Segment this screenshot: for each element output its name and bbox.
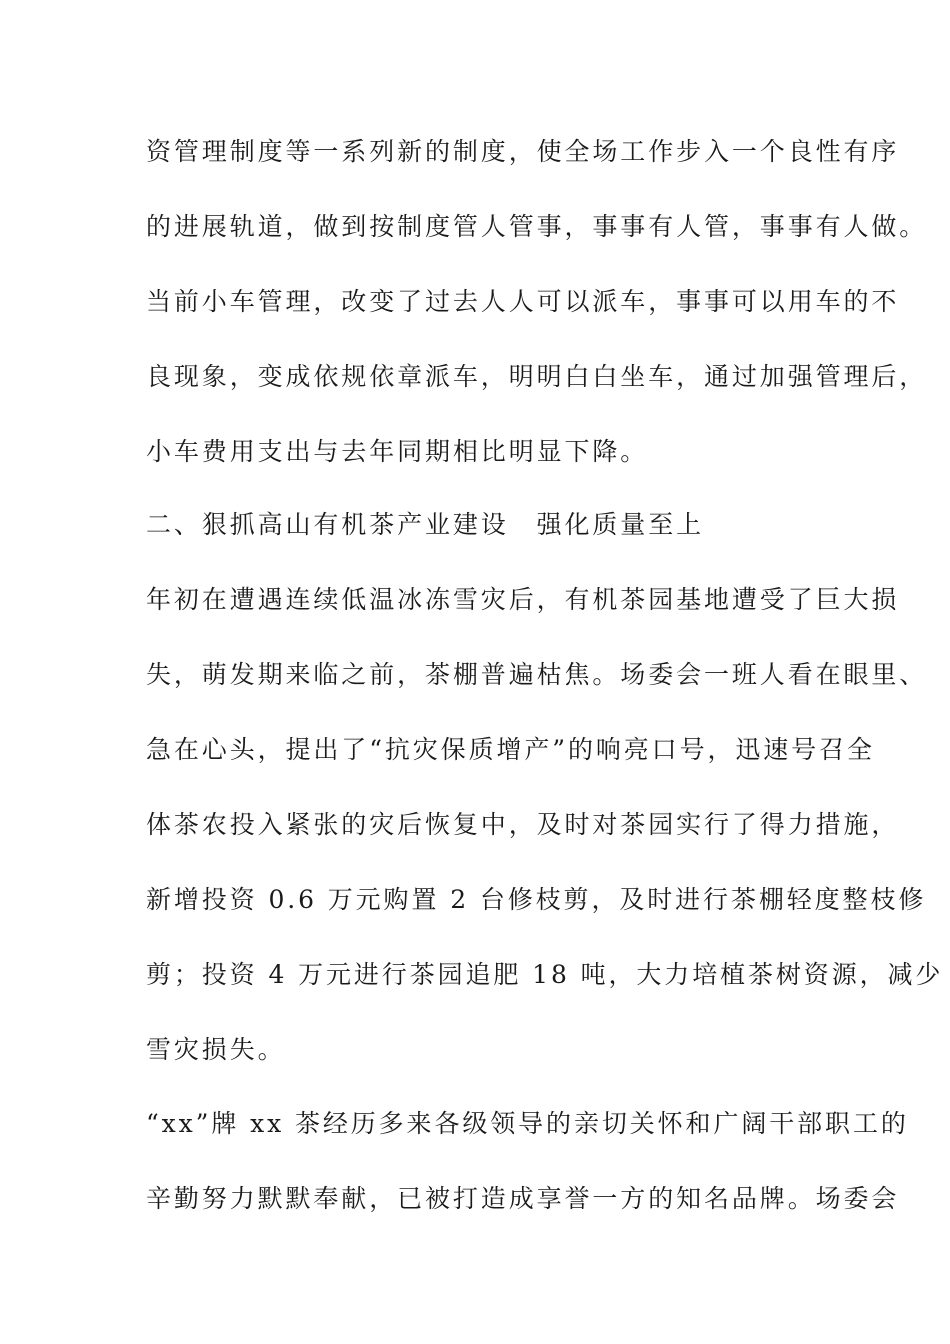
paragraph-line: 新增投资 0.6 万元购置 2 台修枝剪，及时进行茶棚轻度整枝修	[146, 885, 927, 914]
paragraph-line: 资管理制度等一系列新的制度，使全场工作步入一个良性有序	[146, 137, 900, 166]
paragraph-line: “xx”牌 xx 茶经历多来各级领导的亲切关怀和广阔干部职工的	[146, 1109, 909, 1138]
paragraph-line: 年初在遭遇连续低温冰冻雪灾后，有机茶园基地遭受了巨大损	[146, 585, 900, 614]
paragraph-line: 当前小车管理，改变了过去人人可以派车，事事可以用车的不	[146, 287, 900, 316]
paragraph-line: 小车费用支出与去年同期相比明显下降。	[146, 437, 649, 466]
paragraph-line: 急在心头，提出了“抗灾保质增产”的响亮口号，迅速号召全	[146, 735, 875, 764]
paragraph-line: 辛勤努力默默奉献，已被打造成享誉一方的知名品牌。场委会	[146, 1184, 900, 1213]
section-heading: 二、狠抓高山有机茶产业建设 强化质量至上	[146, 510, 705, 539]
paragraph-line: 失，萌发期来临之前，茶棚普遍枯焦。场委会一班人看在眼里、	[146, 660, 928, 689]
paragraph-line: 良现象，变成依规依章派车，明明白白坐车，通过加强管理后，	[146, 362, 928, 391]
paragraph-line: 体茶农投入紧张的灾后恢复中，及时对茶园实行了得力措施，	[146, 810, 900, 839]
paragraph-line: 雪灾损失。	[146, 1035, 286, 1064]
paragraph-line: 的进展轨道，做到按制度管人管事，事事有人管，事事有人做。	[146, 212, 928, 241]
paragraph-line: 剪；投资 4 万元进行茶园追肥 18 吨，大力培植茶树资源，减少	[146, 960, 944, 989]
